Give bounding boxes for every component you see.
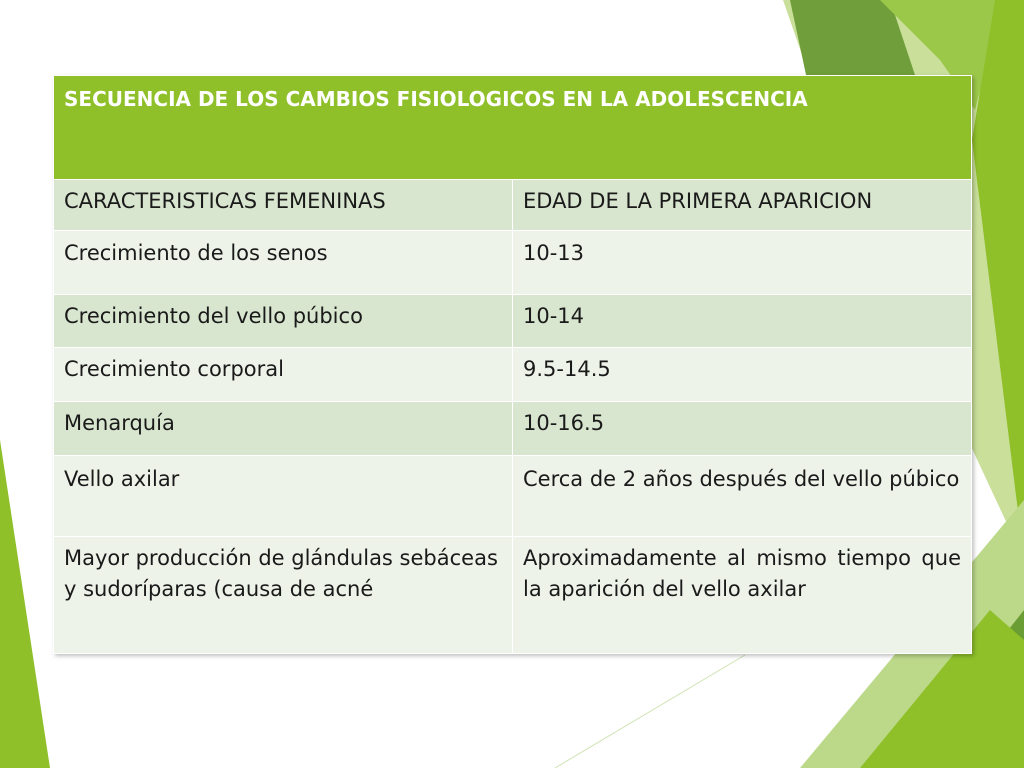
- row-characteristic: Vello axilar: [54, 456, 513, 537]
- header-characteristics: CARACTERISTICAS FEMENINAS: [54, 180, 513, 231]
- table-row: [54, 456, 972, 537]
- row-age: 9.5-14.5: [513, 348, 972, 402]
- table-row: [54, 295, 972, 348]
- row-age: 10-14: [513, 295, 972, 348]
- row-age: 10-13: [513, 231, 972, 295]
- deco-line: [555, 655, 745, 768]
- physiological-changes-table: [53, 75, 972, 654]
- row-characteristic: Crecimiento del vello púbico: [54, 295, 513, 348]
- physiological-changes-table-container: [53, 75, 972, 654]
- row-characteristic: Menarquía: [54, 402, 513, 456]
- table-row: [54, 231, 972, 295]
- table-row: [54, 537, 972, 654]
- row-characteristic: Crecimiento de los senos: [54, 231, 513, 295]
- table-header-row: [54, 180, 972, 231]
- row-age: Cerca de 2 años después del vello púbico: [513, 456, 972, 537]
- deco-shape-left: [0, 440, 50, 768]
- row-age: Aproximadamente al mismo tiempo que la aparición del vello axilar: [513, 537, 972, 654]
- row-characteristic: Crecimiento corporal: [54, 348, 513, 402]
- table-row: [54, 348, 972, 402]
- row-characteristic: Mayor producción de glándulas sebáceas y sudoríparas (causa de acné: [54, 537, 513, 654]
- header-age: EDAD DE LA PRIMERA APARICION: [513, 180, 972, 231]
- table-row: [54, 402, 972, 456]
- table-title: SECUENCIA DE LOS CAMBIOS FISIOLOGICOS EN LA ADOLESCENCIA: [54, 76, 972, 180]
- row-age: 10-16.5: [513, 402, 972, 456]
- table-title-row: [54, 76, 972, 180]
